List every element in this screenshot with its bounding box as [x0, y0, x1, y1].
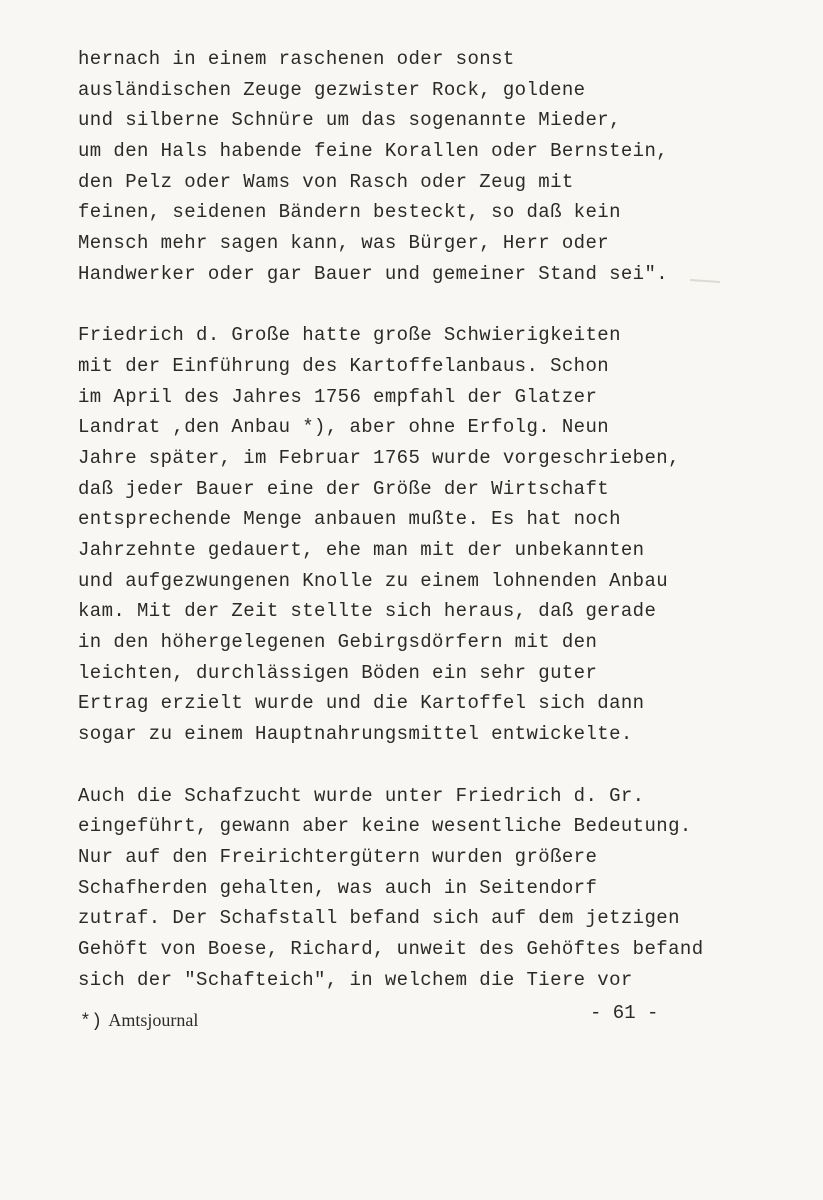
- text-line: Schafherden gehalten, was auch in Seitendorf: [78, 876, 598, 899]
- text-line: Mensch mehr sagen kann, was Bürger, Herr oder: [78, 232, 610, 255]
- paragraph-potato: [78, 320, 758, 750]
- text-line: mit der Einführung des Kartoffelanbaus. Schon: [78, 354, 610, 377]
- text-line: Gehöft von Boese, Richard, unweit des Gehöftes befand: [78, 937, 704, 960]
- text-line: daß jeder Bauer eine der Größe der Wirtschaft: [78, 477, 610, 500]
- text-line: leichten, durchlässigen Böden ein sehr guter: [78, 661, 598, 684]
- footnote-marker: *): [80, 1012, 103, 1032]
- text-line: Friedrich d. Große hatte große Schwierigkeiten: [78, 324, 621, 347]
- text-line: um den Hals habende feine Korallen oder Bernstein,: [78, 140, 669, 163]
- text-line: ausländischen Zeuge gezwister Rock, goldene: [78, 78, 586, 101]
- text-line: Landrat ,den Anbau *), aber ohne Erfolg. Neun: [78, 416, 610, 439]
- footnote: [80, 1010, 198, 1032]
- text-line: sogar zu einem Hauptnahrungsmittel entwickelte.: [78, 723, 633, 746]
- footnote-text: Amtsjournal: [108, 1010, 199, 1030]
- text-line: den Pelz oder Wams von Rasch oder Zeug mit: [78, 170, 574, 193]
- text-line: im April des Jahres 1756 empfahl der Glatzer: [78, 385, 598, 408]
- text-line: Auch die Schafzucht wurde unter Friedrich d. Gr.: [78, 784, 645, 807]
- text-line: sich der "Schafteich", in welchem die Tiere vor: [78, 968, 633, 991]
- text-line: und aufgezwungenen Knolle zu einem lohnenden Anbau: [78, 569, 669, 592]
- text-line: Jahre später, im Februar 1765 wurde vorgeschrieben,: [78, 446, 680, 469]
- text-line: Jahrzehnte gedauert, ehe man mit der unbekannten: [78, 539, 645, 561]
- text-line: hernach in einem raschenen oder sonst: [78, 48, 515, 70]
- text-line: kam. Mit der Zeit stellte sich heraus, daß gerade: [78, 600, 657, 623]
- text-line: eingeführt, gewann aber keine wesentliche Bedeutung.: [78, 815, 692, 838]
- text-line: zutraf. Der Schafstall befand sich auf dem jetzigen: [78, 907, 680, 930]
- paragraph-gap: [78, 750, 758, 781]
- text-line: und silberne Schnüre um das sogenannte Mieder,: [78, 109, 621, 132]
- body-text: [78, 44, 758, 995]
- text-line: feinen, seidenen Bändern besteckt, so daß kein: [78, 201, 621, 224]
- page-number: - 61 -: [590, 1002, 659, 1024]
- text-line: Ertrag erzielt wurde und die Kartoffel sich dann: [78, 692, 645, 715]
- paragraph-gap: [78, 290, 758, 321]
- text-line: Nur auf den Freirichtergütern wurden größere: [78, 845, 598, 868]
- text-line: entsprechende Menge anbauen mußte. Es hat noch: [78, 508, 621, 531]
- text-line: in den höhergelegenen Gebirgsdörfern mit den: [78, 631, 598, 654]
- text-line: Handwerker oder gar Bauer und gemeiner Stand sei".: [78, 262, 669, 285]
- paragraph-sheep: [78, 781, 758, 996]
- paragraph-clothing: [78, 44, 758, 290]
